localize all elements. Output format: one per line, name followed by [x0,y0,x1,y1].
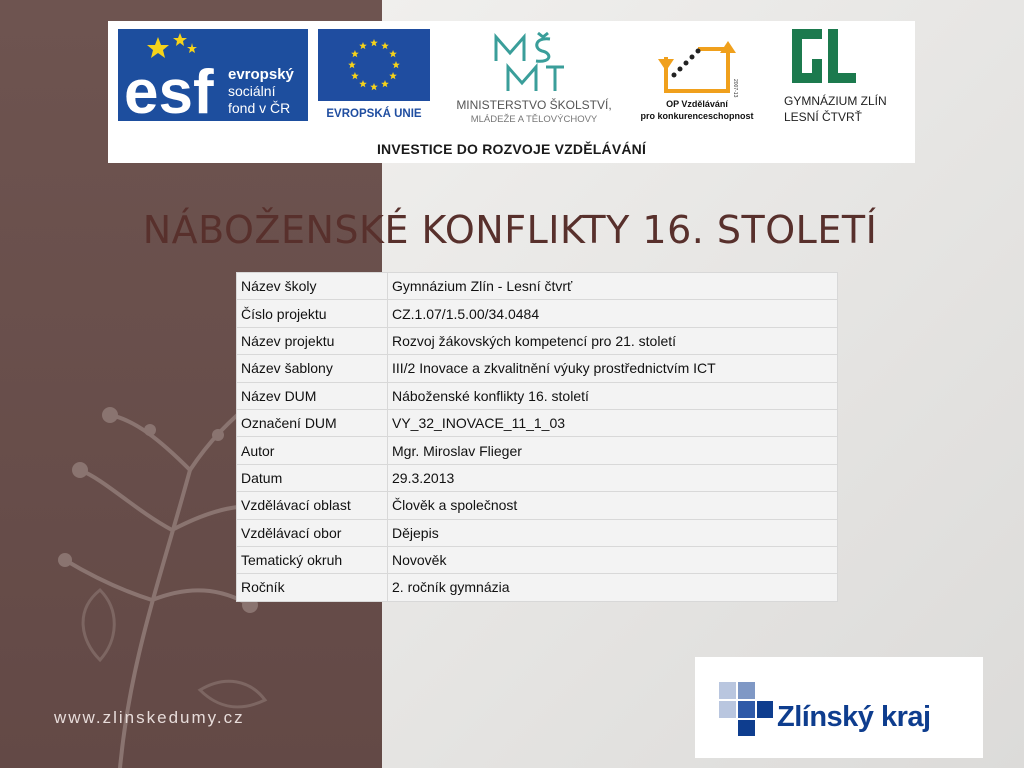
table-key-cell: Ročník [237,574,388,601]
table-row [237,464,838,491]
svg-text:2007-13: 2007-13 [732,79,738,98]
table-row [237,546,838,573]
msmt-logo-icon [438,29,630,125]
table-row [237,273,838,300]
page-title: NÁBOŽENSKÉ KONFLIKTY 16. STOLETÍ [142,208,878,252]
svg-text:MLÁDEŽE A TĚLOVÝCHOVY: MLÁDEŽE A TĚLOVÝCHOVY [470,114,598,125]
table-row [237,574,838,601]
svg-text:OP Vzdělávání: OP Vzdělávání [666,99,728,109]
table-value-cell: Náboženské konflikty 16. století [388,382,838,409]
table-value-cell: Rozvoj žákovských kompetencí pro 21. století [388,327,838,354]
table-key-cell: Vzdělávací oblast [237,492,388,519]
table-row [237,409,838,436]
table-key-cell: Datum [237,464,388,491]
table-row [237,437,838,464]
svg-text:EVROPSKÁ UNIE: EVROPSKÁ UNIE [326,108,422,120]
svg-text:GYMNÁZIUM ZLÍN: GYMNÁZIUM ZLÍN [784,94,887,108]
esf-mark: esf [124,58,214,121]
table-row [237,327,838,354]
table-value-cell: CZ.1.07/1.5.00/34.0484 [388,300,838,327]
table-value-cell: 2. ročník gymnázia [388,574,838,601]
svg-text:pro konkurenceschopnost: pro konkurenceschopnost [640,111,754,121]
svg-text:fond v ČR: fond v ČR [228,100,291,116]
table-value-cell: 29.3.2013 [388,464,838,491]
footer-url: www.zlinskedumy.cz [54,708,245,727]
op-vzdelavani-logo-icon [638,29,756,125]
table-key-cell: Tematický okruh [237,546,388,573]
table-value-cell: Mgr. Miroslav Flieger [388,437,838,464]
table-key-cell: Název školy [237,273,388,300]
table-row [237,355,838,382]
table-value-cell: III/2 Inovace a zkvalitnění výuky prostřednictvím ICT [388,355,838,382]
table-value-cell: Novověk [388,546,838,573]
svg-text:evropský: evropský [228,66,294,83]
table-key-cell: Název DUM [237,382,388,409]
table-value-cell: VY_32_INOVACE_11_1_03 [388,409,838,436]
zlinsky-kraj-text: Zlínský kraj [777,701,931,733]
table-key-cell: Označení DUM [237,409,388,436]
table-row [237,300,838,327]
table-row [237,382,838,409]
eu-flag-icon [318,29,430,121]
table-key-cell: Autor [237,437,388,464]
table-value-cell: Gymnázium Zlín - Lesní čtvrť [388,273,838,300]
table-key-cell: Číslo projektu [237,300,388,327]
table-value-cell: Dějepis [388,519,838,546]
zlinsky-kraj-logo [695,657,983,758]
table-value-cell: Člověk a společnost [388,492,838,519]
investice-caption: INVESTICE DO ROZVOJE VZDĚLÁVÁNÍ [376,141,647,157]
zlinsky-kraj-squares-icon [719,682,773,736]
table-row [237,492,838,519]
esf-logo-icon [118,29,308,121]
gymnazium-zlin-logo-icon [780,29,910,125]
svg-text:MINISTERSTVO ŠKOLSTVÍ,: MINISTERSTVO ŠKOLSTVÍ, [456,98,612,112]
table-key-cell: Vzdělávací obor [237,519,388,546]
table-row [237,519,838,546]
svg-text:LESNÍ ČTVRŤ: LESNÍ ČTVRŤ [784,110,863,124]
table-key-cell: Název projektu [237,327,388,354]
info-table [236,272,838,602]
table-key-cell: Název šablony [237,355,388,382]
logo-strip [108,21,915,163]
svg-text:sociální: sociální [228,83,276,99]
